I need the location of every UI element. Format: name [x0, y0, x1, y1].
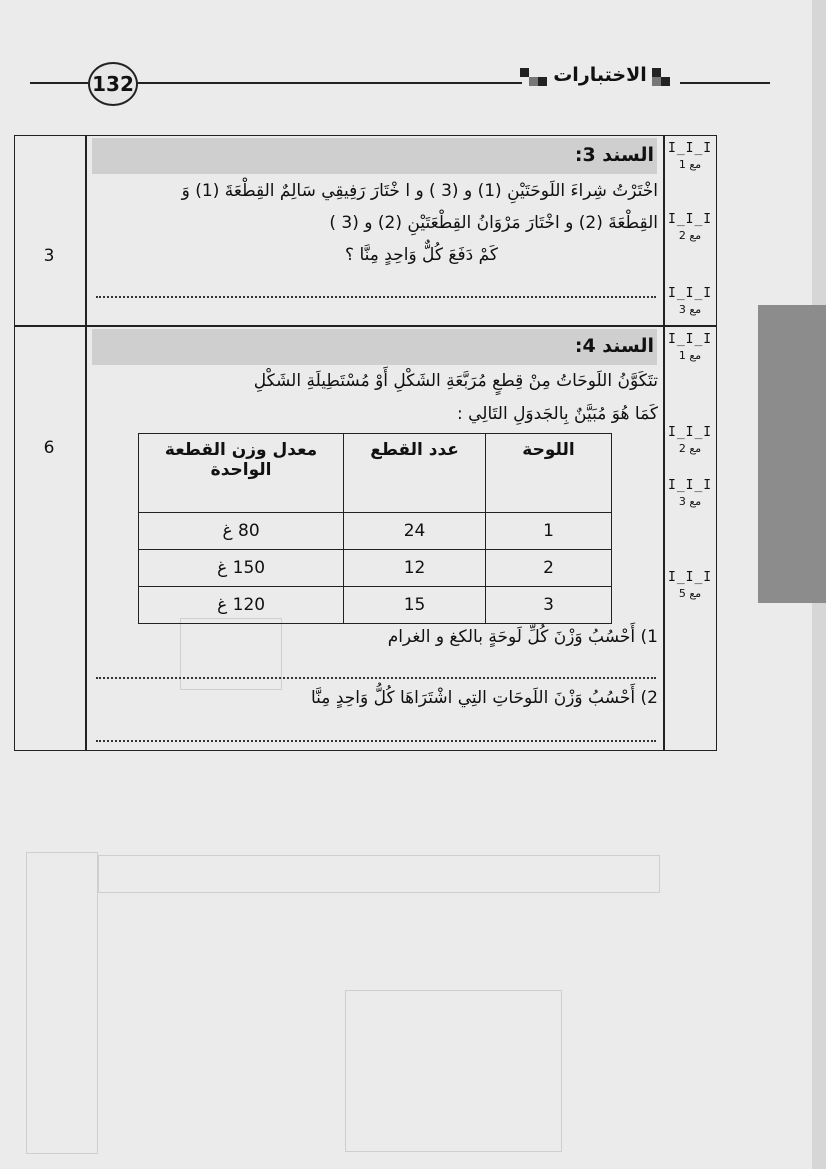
- side-tab: [758, 305, 826, 603]
- header-title-block: [520, 60, 680, 96]
- table-cell: 1: [485, 513, 611, 550]
- question-1: 1) أَحْسُبُ وَزْنَ كُلِّ لَوحَةٍ بالكغ و الغرام: [387, 627, 658, 647]
- table-cell: 80 غ: [139, 513, 344, 550]
- grade-column-divider: [663, 136, 665, 750]
- section-4-score: 6: [43, 438, 55, 458]
- table-row: [139, 550, 612, 587]
- question-2: 2) أَحْسُبُ وَزْنَ اللَوحَاتِ التِي اشْتَرَاهَا كُلُّ وَاحِدٍ مِنَّا: [311, 688, 658, 708]
- section-3-line-1: اخْتَرْتُ شِراءَ اللَوحَتَيْنِ (1) و (3 ) و ا خْتَارَ رَفِيقِي سَالِمٌ القِطْعَةَ (1) وَ: [181, 181, 658, 201]
- grade-box-1: I_I_I مع 1: [668, 141, 713, 171]
- section-4-title: السند 4:: [574, 335, 654, 357]
- square-icon: [538, 77, 547, 86]
- section-4-header-band: [92, 329, 657, 365]
- score-column-divider: [85, 136, 87, 750]
- grade-box-2: I_I_I مع 2: [668, 212, 713, 242]
- answer-line: [96, 296, 656, 298]
- table-header-row: [139, 434, 612, 513]
- table-header: عدد القطع: [344, 434, 486, 513]
- table-cell: 3: [485, 587, 611, 624]
- table-cell: 150 غ: [139, 550, 344, 587]
- header-title: الاختبارات: [553, 64, 647, 86]
- table-row: [139, 587, 612, 624]
- table-cell: 120 غ: [139, 587, 344, 624]
- square-icon: [529, 77, 538, 86]
- square-icon: [520, 68, 529, 77]
- answer-line: [96, 677, 656, 679]
- page-number: 132: [88, 62, 138, 106]
- section-3-header-band: [92, 138, 657, 174]
- table-cell: 2: [485, 550, 611, 587]
- grade-box-5: I_I_I مع 5: [668, 570, 713, 600]
- answer-line: [96, 740, 656, 742]
- section-4-line-2: كَمَا هُوَ مُبَيَّنٌ بِالجَدوَلِ التَالِي :: [456, 404, 658, 424]
- section-4-line-1: تتَكَوَّنُ اللَوحَاتُ مِنْ قِطعٍ مُرَبَّعَةِ الشَكْلِ أَوْ مُسْتَطِيلَةِ الشَكْلِ: [253, 371, 658, 391]
- grade-box-2: I_I_I مع 2: [668, 425, 713, 455]
- section-3-question: كَمْ دَفَعَ كُلٌّ وَاحِدٍ مِنَّا ؟: [345, 245, 498, 265]
- square-icon: [652, 77, 661, 86]
- table-header: اللوحة: [485, 434, 611, 513]
- grade-box-3: I_I_I مع 3: [668, 478, 713, 508]
- section-divider: [15, 325, 716, 327]
- square-icon: [661, 77, 670, 86]
- grade-box-3: I_I_I مع 3: [668, 286, 713, 316]
- table-header: معدل وزن القطعة الواحدة: [139, 434, 344, 513]
- header-rule-right: [680, 82, 770, 84]
- header-rule-mid: [134, 82, 522, 84]
- grade-box-1: I_I_I مع 1: [668, 332, 713, 362]
- table-cell: 12: [344, 550, 486, 587]
- section-3-line-2: القِطْعَةَ (2) و اخْتَارَ مَرْوَانُ القِطْعَتَيْنِ (2) و (3 ): [329, 213, 658, 233]
- table-row: [139, 513, 612, 550]
- section-3-score: 3: [43, 246, 55, 266]
- square-icon: [652, 68, 661, 77]
- table-cell: 24: [344, 513, 486, 550]
- section-3-title: السند 3:: [574, 144, 654, 166]
- weights-table: [138, 433, 612, 624]
- table-cell: 15: [344, 587, 486, 624]
- header-rule-left: [30, 82, 88, 84]
